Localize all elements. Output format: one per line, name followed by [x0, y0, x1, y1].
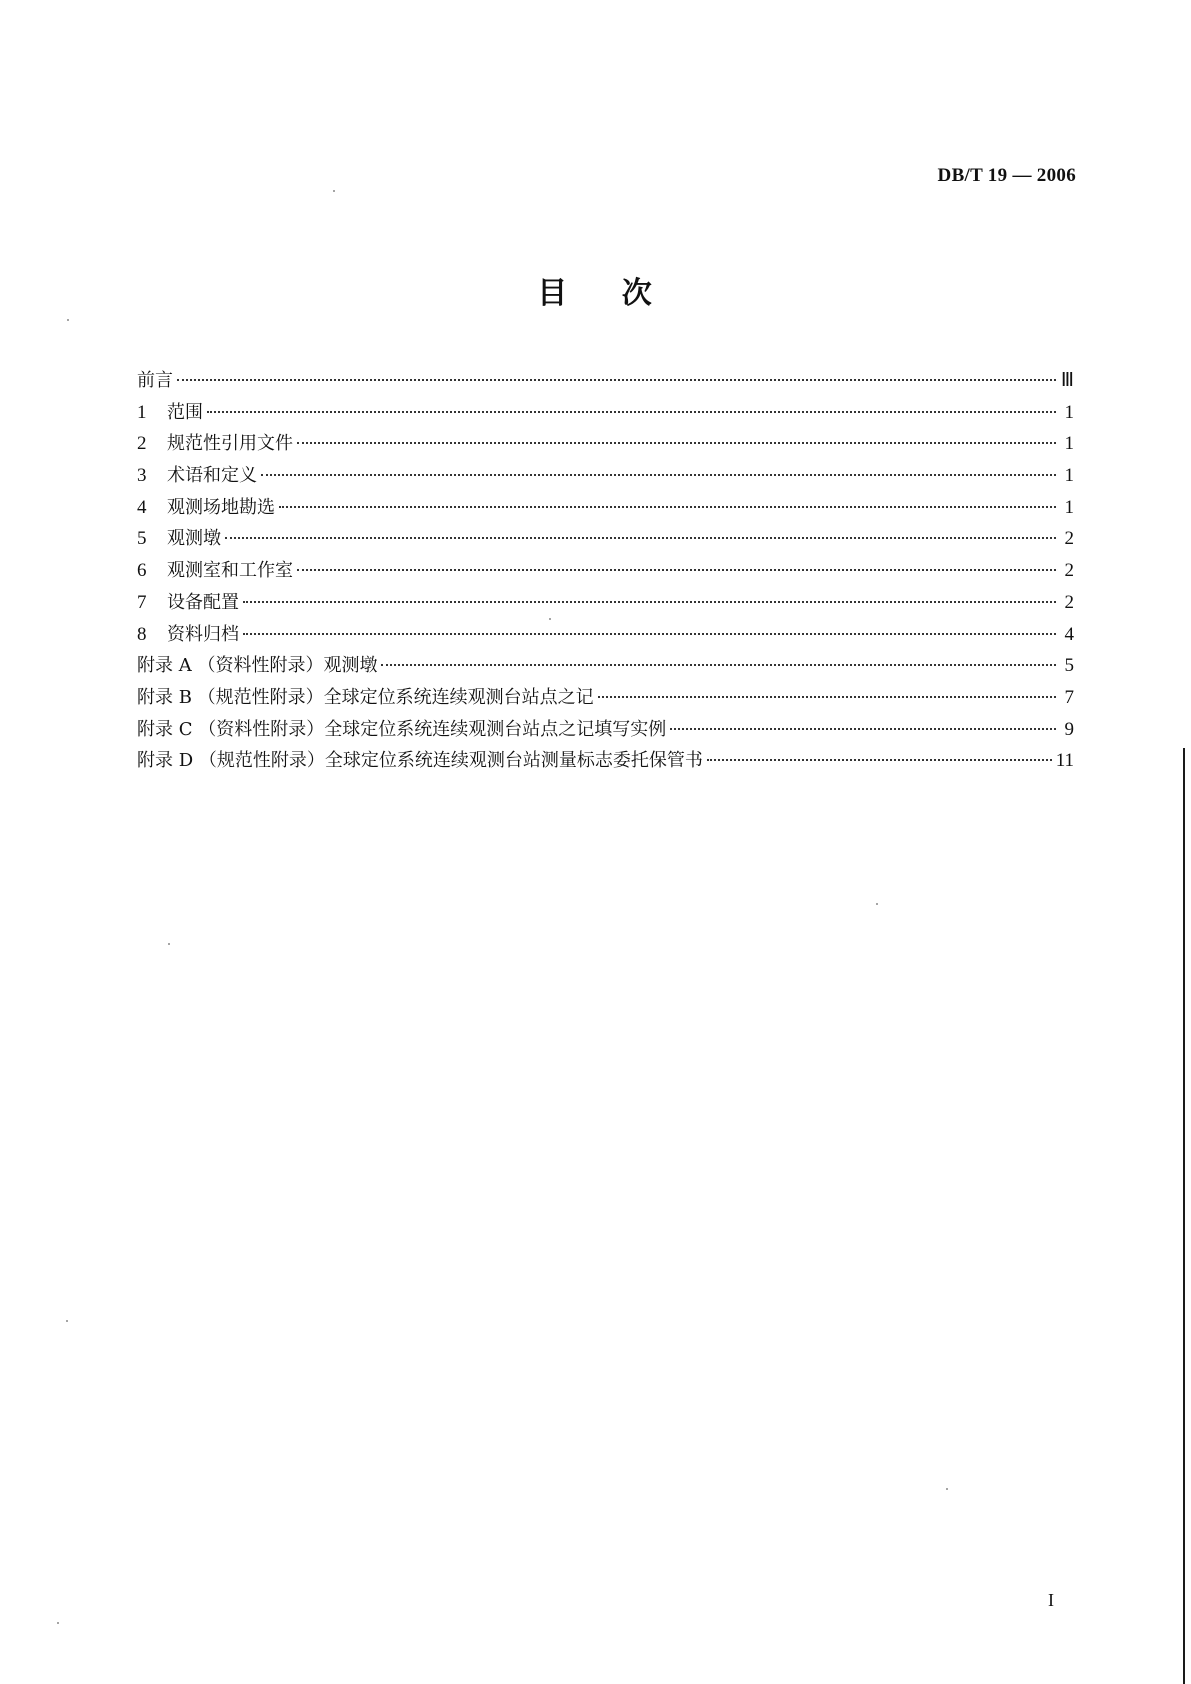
- toc-title: 目 次: [537, 276, 654, 311]
- toc-entry-2[interactable]: [137, 428, 1074, 460]
- toc-entry-text: 观测室和工作室: [167, 560, 293, 582]
- toc-entry-1[interactable]: [137, 397, 1074, 429]
- toc-entry-appendix-d[interactable]: [137, 745, 1074, 777]
- toc-entry-text: 资料归档: [167, 623, 239, 645]
- toc-entry-text: 设备配置: [167, 591, 239, 613]
- toc-page-number: 1: [1064, 465, 1074, 487]
- toc-entry-text: 附录 B （规范性附录）全球定位系统连续观测台站点之记: [137, 686, 594, 708]
- toc-entry-6[interactable]: [137, 555, 1074, 587]
- toc-entry-number: 3: [137, 465, 147, 487]
- toc-entry-number: 7: [137, 591, 147, 613]
- toc-leader-dots: [598, 696, 1056, 698]
- toc-page-number: 11: [1055, 750, 1074, 772]
- toc-entry-text: 规范性引用文件: [167, 433, 293, 455]
- toc-entry-text: 附录 C （资料性附录）全球定位系统连续观测台站点之记填写实例: [137, 718, 667, 740]
- toc-entry-number: 1: [137, 401, 147, 423]
- toc-page-number: 1: [1064, 433, 1074, 455]
- page-number: I: [1048, 1590, 1054, 1610]
- toc-entry-text: 术语和定义: [167, 465, 257, 487]
- scan-edge-line: [1183, 748, 1185, 1684]
- toc-page-number: 2: [1064, 560, 1074, 582]
- toc-entry-text: 范围: [167, 401, 203, 423]
- table-of-contents: [137, 365, 1074, 777]
- scan-speck: [946, 1488, 948, 1490]
- scan-speck: [549, 618, 551, 620]
- toc-leader-dots: [297, 442, 1056, 444]
- scan-speck: [168, 943, 170, 945]
- toc-entry-3[interactable]: [137, 460, 1074, 492]
- toc-page-number: 5: [1064, 655, 1074, 677]
- toc-page-number: 4: [1064, 623, 1074, 645]
- toc-leader-dots: [670, 728, 1056, 730]
- toc-entry-number: 2: [137, 433, 147, 455]
- scan-speck: [876, 903, 878, 905]
- toc-leader-dots: [297, 569, 1056, 571]
- toc-entry-number: 6: [137, 560, 147, 582]
- toc-entry-text: 附录 A （资料性附录）观测墩: [137, 655, 378, 677]
- toc-leader-dots: [261, 474, 1056, 476]
- toc-page-number: 7: [1064, 686, 1074, 708]
- toc-entry-text: 观测场地勘选: [167, 496, 275, 518]
- toc-entry-4[interactable]: [137, 492, 1074, 524]
- toc-leader-dots: [381, 664, 1056, 666]
- toc-entry-preface[interactable]: [137, 365, 1074, 397]
- toc-entry-text: 前言: [137, 370, 173, 391]
- toc-entry-number: 5: [137, 528, 147, 550]
- toc-leader-dots: [279, 506, 1056, 508]
- toc-leader-dots: [707, 759, 1052, 761]
- toc-page-number: 1: [1064, 401, 1074, 423]
- toc-entry-5[interactable]: [137, 523, 1074, 555]
- scan-speck: [67, 319, 69, 321]
- toc-page-number: 9: [1064, 718, 1074, 740]
- toc-leader-dots: [243, 601, 1056, 603]
- toc-leader-dots: [225, 537, 1056, 539]
- toc-entry-appendix-c[interactable]: [137, 714, 1074, 746]
- toc-leader-dots: [177, 379, 1056, 381]
- scan-speck: [333, 190, 335, 192]
- toc-entry-7[interactable]: [137, 587, 1074, 619]
- toc-entry-appendix-b[interactable]: [137, 682, 1074, 714]
- toc-entry-number: 8: [137, 623, 147, 645]
- toc-entry-text: 附录 D （规范性附录）全球定位系统连续观测台站测量标志委托保管书: [137, 750, 703, 772]
- toc-page-number: Ⅲ: [1060, 370, 1074, 391]
- toc-entry-number: 4: [137, 496, 147, 518]
- toc-leader-dots: [207, 411, 1056, 413]
- toc-entry-8[interactable]: [137, 619, 1074, 651]
- standard-code: DB/T 19 — 2006: [937, 165, 1076, 186]
- scan-speck: [66, 1320, 68, 1322]
- toc-page-number: 2: [1064, 528, 1074, 550]
- toc-page-number: 2: [1064, 591, 1074, 613]
- scan-speck: [57, 1622, 59, 1624]
- toc-entry-text: 观测墩: [167, 528, 221, 550]
- toc-leader-dots: [243, 633, 1056, 635]
- toc-entry-appendix-a[interactable]: [137, 650, 1074, 682]
- toc-page-number: 1: [1064, 496, 1074, 518]
